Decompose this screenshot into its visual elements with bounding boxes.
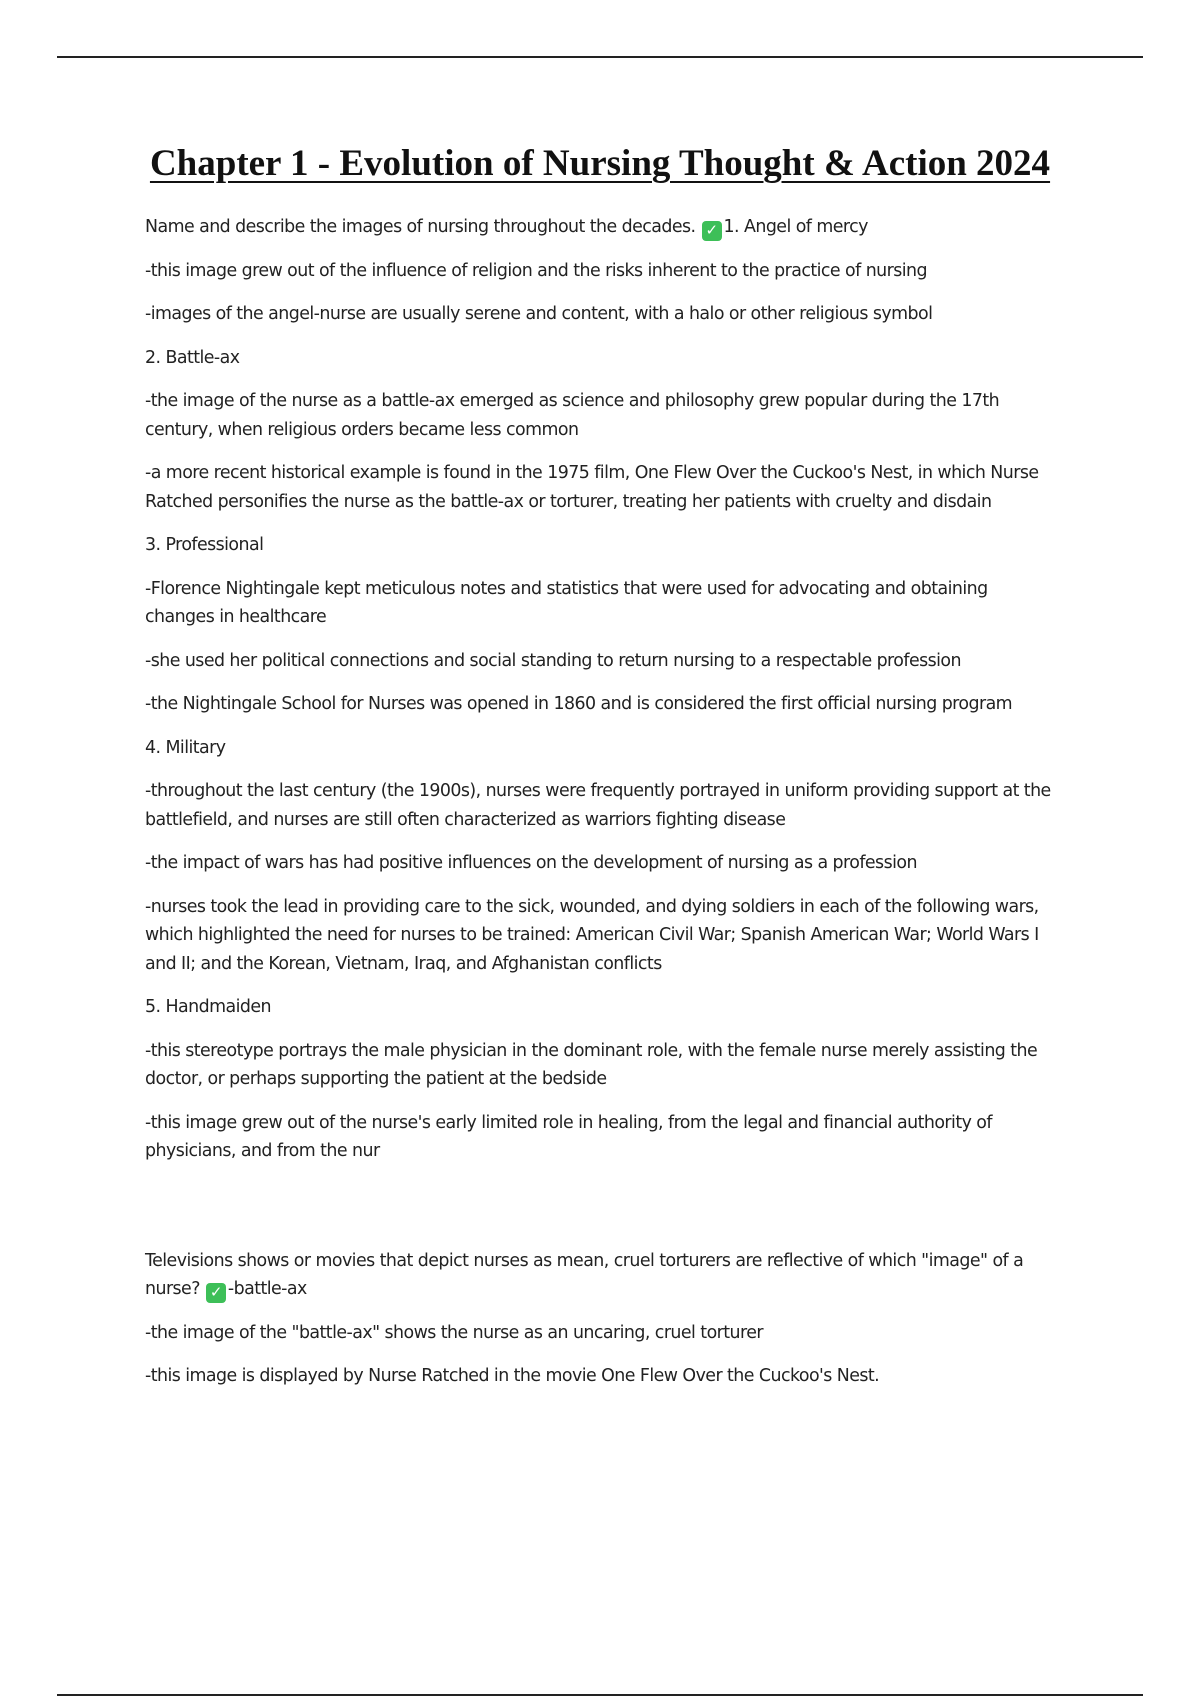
answer-line: -Florence Nightingale kept meticulous notes and statistics that were used for advocating and obtaining changes in healthcare: [145, 578, 988, 627]
question-text: Name and describe the images of nursing throughout the decades.: [145, 217, 696, 237]
page-title: Chapter 1 - Evolution of Nursing Thought & Action 2024: [149, 143, 1051, 184]
answer-line: -a more recent historical example is found in the 1975 film, One Flew Over the Cuckoo's Nest, in which Nurse Ratched personifies the nurse as the battle-ax or torturer, treating her patients with cruelty and disdain: [145, 463, 1039, 512]
answer-line: -this image grew out of the nurse's early limited role in healing, from the legal and financial authority of physicians, and from the nur: [145, 1112, 992, 1161]
answer-line: 4. Military: [145, 737, 226, 758]
answer-line: -the image of the "battle-ax" shows the nurse as an uncaring, cruel torturer: [145, 1322, 763, 1343]
answer-line: -she used her political connections and social standing to return nursing to a respectable profession: [145, 650, 961, 671]
answer-line: -images of the angel-nurse are usually serene and content, with a halo or other religious symbol: [145, 304, 933, 324]
answer-line: -this stereotype portrays the male physician in the dominant role, with the female nurse merely assisting the doctor, or perhaps supporting the patient at the bedside: [145, 1040, 1038, 1089]
check-icon: [702, 221, 722, 241]
answer-line: 5. Handmaiden: [145, 997, 271, 1017]
question-text: Televisions shows or movies that depict nurses as mean, cruel torturers are reflective of which "image" of a nurse?: [145, 1250, 1024, 1299]
answer-line: -the Nightingale School for Nurses was opened in 1860 and is considered the first official nursing program: [145, 694, 1013, 714]
answer-line: -this image grew out of the influence of religion and the risks inherent to the practice of nursing: [145, 260, 927, 281]
check-icon: [206, 1283, 226, 1303]
answer-start: -battle-ax: [227, 1279, 307, 1299]
question-1: [145, 213, 1060, 242]
answer-start: 1. Angel of mercy: [723, 217, 868, 237]
document-body: [145, 213, 1060, 1406]
answer-line: 3. Professional: [145, 535, 264, 555]
answer-line: -nurses took the lead in providing care to the sick, wounded, and dying soldiers in each of the following wars, which highlighted the need for nurses to be trained: American Civil War; Spanish American War; World Wars I and II; and the Korean, Vietnam, Iraq, and Afghanistan conflicts: [145, 896, 1039, 974]
answer-line: -this image is displayed by Nurse Ratched in the movie One Flew Over the Cuckoo's Nest.: [145, 1366, 880, 1386]
answer-line: 2. Battle-ax: [145, 347, 240, 368]
answer-line: -the image of the nurse as a battle-ax emerged as science and philosophy grew popular during the 17th century, when religious orders became less common: [145, 391, 1000, 440]
top-rule: [57, 56, 1143, 58]
bottom-rule: [57, 1694, 1143, 1696]
answer-line: -throughout the last century (the 1900s), nurses were frequently portrayed in uniform providing support at the battlefield, and nurses are still often characterized as warriors fighting disease: [145, 781, 1051, 830]
question-2: [145, 1247, 1060, 1304]
section-spacer: [145, 1181, 1060, 1247]
answer-line: -the impact of wars has had positive influences on the development of nursing as a profession: [145, 853, 917, 873]
